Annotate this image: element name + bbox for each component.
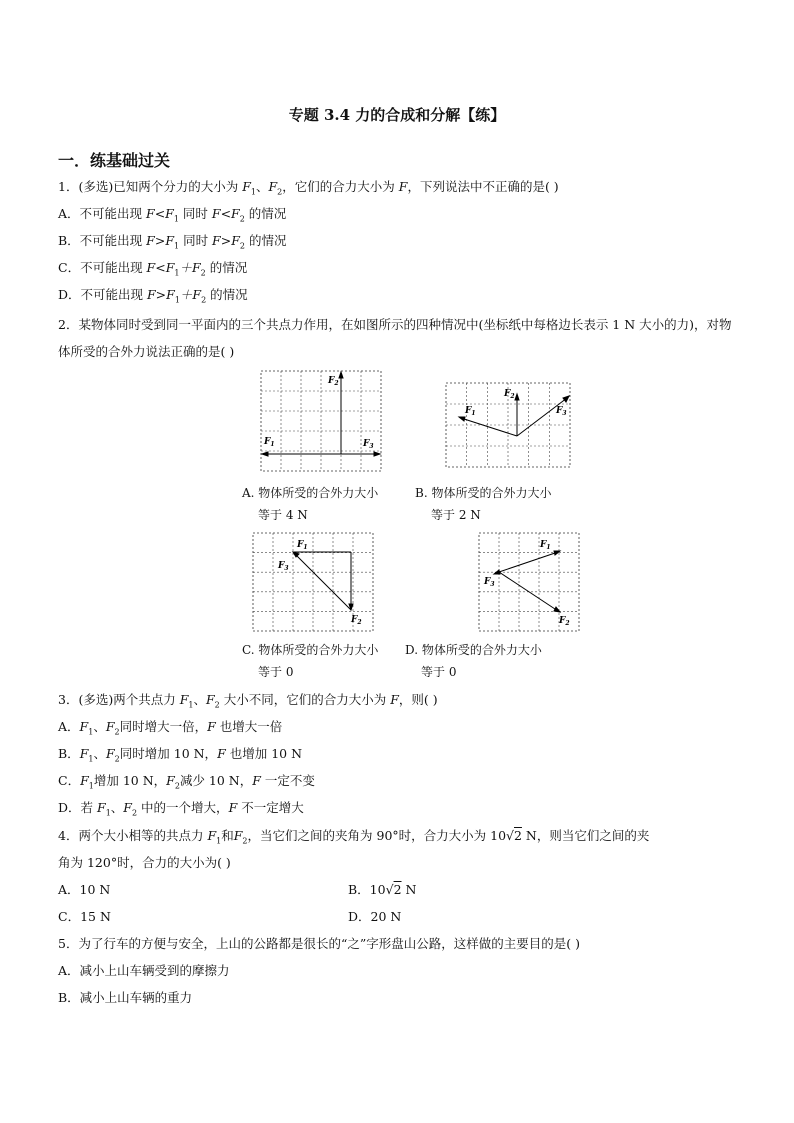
fig-b-label-f3: $F_3$ bbox=[556, 406, 567, 417]
q5-option-a: A．减小上山车辆受到的摩擦力 bbox=[58, 963, 230, 978]
fig-b-f1 bbox=[461, 418, 517, 436]
q1-stem: 1．(多选)已知两个分力的大小为 $F_1$、$F_2$，它们的合力大小为 F，下列说法中不正确的是( ) bbox=[58, 179, 559, 197]
page-title: 专题 3.4 力的合成和分解【练】 bbox=[288, 106, 506, 124]
fig-d-label-f1: $F_1$ bbox=[540, 540, 551, 551]
q3-option-c: C．$F_1$增加 10 N，$F_2$减少 10 N，F 一定不变 bbox=[58, 773, 315, 791]
q2-caption-d1: D. 物体所受的合外力大小 bbox=[405, 643, 542, 657]
fig-c-label-f1: $F_1$ bbox=[297, 540, 308, 551]
figure-a bbox=[260, 370, 384, 476]
q2-caption-a2: 等于 4 N bbox=[258, 508, 308, 522]
fig-c-label-f3: $F_3$ bbox=[278, 561, 289, 572]
q3-option-d: D．若 $F_1$、$F_2$ 中的一个增大，F 不一定增大 bbox=[58, 800, 304, 818]
fig-a-label-f2: $F_2$ bbox=[328, 376, 339, 387]
fig-c-label-f2: $F_2$ bbox=[351, 615, 362, 626]
q1-option-d: D．不可能出现 $F>F_1+F_2$ 的情况 bbox=[58, 287, 248, 305]
q2-caption-a1: A. 物体所受的合外力大小 bbox=[242, 486, 379, 500]
fig-a-label-f1: $F_1$ bbox=[264, 437, 275, 448]
q1-option-b: B．不可能出现 $F>F_1$ 同时 $F>F_2$ 的情况 bbox=[58, 233, 287, 251]
q4-stem-line2: 角为 120°时，合力的大小为( ) bbox=[58, 855, 231, 870]
fig-a-label-f3: $F_3$ bbox=[363, 439, 374, 450]
q5-option-b: B．减小上山车辆的重力 bbox=[58, 990, 193, 1005]
q4-stem-line1: 4．两个大小相等的共点力 $F_1$和$F_2$，当它们之间的夹角为 90°时，合力大小为 10√2 N，则当它们之间的夹 bbox=[58, 828, 650, 846]
figure-c bbox=[252, 532, 376, 636]
q4-option-a: A．10 N bbox=[58, 882, 111, 897]
q2-caption-b1: B. 物体所受的合外力大小 bbox=[415, 486, 552, 500]
fig-d-label-f3: $F_3$ bbox=[484, 577, 495, 588]
fig-b-label-f1: $F_1$ bbox=[465, 406, 476, 417]
q4-option-d: D．20 N bbox=[348, 909, 402, 924]
q5-stem: 5．为了行车的方便与安全，上山的公路都是很长的“之”字形盘山公路，这样做的主要目的是( ) bbox=[58, 936, 580, 951]
fig-b-label-f2: $F_2$ bbox=[504, 389, 515, 400]
q3-option-a: A．$F_1$、$F_2$同时增大一倍，F 也增大一倍 bbox=[58, 719, 283, 737]
q1-option-a: A．不可能出现 $F<F_1$ 同时 $F<F_2$ 的情况 bbox=[58, 206, 287, 224]
q4-option-b: B．10√2 N bbox=[348, 882, 417, 897]
figure-d bbox=[478, 532, 582, 636]
q2-caption-b2: 等于 2 N bbox=[431, 508, 481, 522]
fig-c-f3 bbox=[295, 554, 351, 610]
fig-d-label-f2: $F_2$ bbox=[559, 616, 570, 627]
q3-option-b: B．$F_1$、$F_2$同时增加 10 N，F 也增加 10 N bbox=[58, 746, 303, 764]
q1-option-c: C．不可能出现 $F<F_1+F_2$ 的情况 bbox=[58, 260, 248, 278]
q2-caption-c1: C. 物体所受的合外力大小 bbox=[242, 643, 379, 657]
figure-b bbox=[445, 382, 573, 470]
q3-stem: 3．(多选)两个共点力 $F_1$、$F_2$ 大小不同，它们的合力大小为 F，则( ) bbox=[58, 692, 438, 710]
q2-stem: 2．某物体同时受到同一平面内的三个共点力作用，在如图所示的四种情况中(坐标纸中每格边长表示 1 N 大小的力)，对物体所受的合外力说法正确的是( ) bbox=[58, 317, 732, 359]
q2-caption-d2: 等于 0 bbox=[421, 665, 457, 679]
q2-caption-c2: 等于 0 bbox=[258, 665, 294, 679]
q4-option-c: C．15 N bbox=[58, 909, 111, 924]
fig-d-f1 bbox=[499, 552, 558, 572]
section-heading: 一．练基础过关 bbox=[58, 151, 171, 170]
